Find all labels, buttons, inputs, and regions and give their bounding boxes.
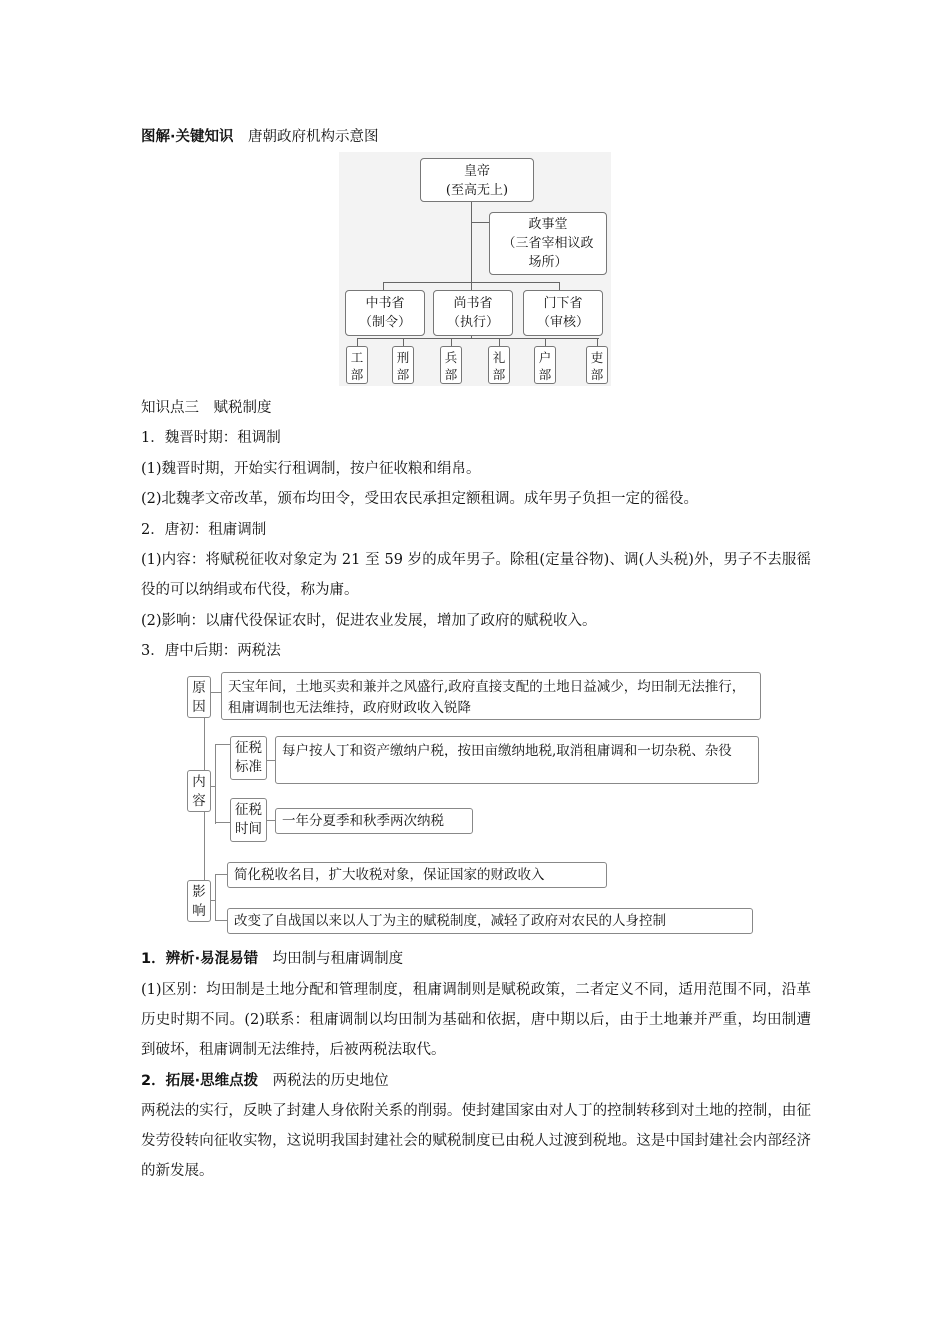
tuozhan-heading-title: 两税法的历史地位 [272, 1073, 389, 1089]
label-time [230, 798, 267, 842]
sheng-note: （制令） [358, 315, 411, 330]
dept-gongbu [346, 346, 368, 384]
figure-heading-title: 唐朝政府机构示意图 [248, 129, 379, 145]
reason-box [221, 672, 761, 720]
kp3-title: 知识点三 赋税制度 [141, 400, 272, 416]
bianxi-heading-title: 均田制与租庸调制度 [272, 951, 404, 967]
sheng-name: 门下省 [543, 296, 583, 311]
dept-xingbu [392, 346, 414, 384]
dept-char: 刑 [396, 350, 410, 365]
label-yuanyin [187, 676, 211, 718]
tax-connector [267, 760, 275, 761]
tax-connector [211, 692, 221, 693]
tax-connector [211, 786, 215, 787]
reason-text: 天宝年间，土地买卖和兼并之风盛行,政府直接支配的土地日益减少，均田制无法推行，租庸调制也无法维持，政府财政收入锐降 [228, 679, 746, 716]
time-text: 一年分夏季和秋季两次纳税 [282, 813, 444, 829]
figure-heading [141, 127, 379, 147]
standard-box [275, 736, 759, 784]
emperor-box [420, 158, 534, 202]
tax-sub-line [215, 874, 216, 920]
dept-char: 部 [538, 367, 552, 382]
label-char: 原 [192, 680, 206, 696]
dept-libu-official [586, 346, 608, 384]
dept-char: 部 [444, 367, 458, 382]
bianxi-text: (1)区别：均田制是土地分配和管理制度，租庸调制则是赋税政策，二者定义不同，适用范围不同，沿革历史时期不同。(2)联系：租庸调制以均田制为基础和依据，唐中期以后，由于土地兼并严重，均田制遭到破坏，租庸调制无法维持，后被两税法取代。 [141, 982, 811, 1058]
emperor-name: 皇帝 [463, 164, 490, 179]
kp3-s2p2: (2)影响：以庸代役保证农时，促进农业发展，增加了政府的赋税收入。 [141, 613, 597, 629]
kp3-s3: 3．唐中后期：两税法 [141, 643, 281, 659]
sheng-note: （审核） [536, 315, 589, 330]
tuozhan-text: 两税法的实行，反映了封建人身依附关系的削弱。使封建国家由对人丁的控制转移到对土地的控制，由征发劳役转向征收实物，这说明我国封建社会的赋税制度已由税人过渡到税地。这是中国封建社会内部经济的新发展。 [141, 1103, 811, 1179]
dept-char: 礼 [492, 350, 506, 365]
org-dept-drop [403, 338, 404, 346]
standard-text: 每户按人丁和资产缴纳户税，按田亩缴纳地税,取消租庸调和一切杂税、杂役 [282, 743, 732, 759]
org-dept-drop [451, 338, 452, 346]
label-char: 因 [192, 699, 206, 715]
bianxi-heading-bold: 1．辨析·易混易错 [141, 951, 259, 967]
org-dept-drop [357, 338, 358, 346]
tax-sub-line [215, 744, 216, 824]
zhengshitang-box [489, 212, 607, 275]
dept-char: 部 [492, 367, 506, 382]
label-char: 影 [192, 884, 206, 900]
tax-connector [211, 900, 215, 901]
figure-heading-bold: 图解·关键知识 [141, 129, 234, 145]
kp3-s1: 1．魏晋时期：租调制 [141, 430, 281, 446]
emperor-note: (至高无上) [445, 183, 509, 198]
org-dept-bar [357, 338, 599, 339]
dept-char: 部 [396, 367, 410, 382]
org-sheng-drop [383, 282, 384, 290]
kp3-s2p1: (1)内容：将赋税征收对象定为 21 至 59 岁的成年男子。除租(定量谷物)、调(人头税)外，男子不去服徭役的可以纳绢或布代役，称为庸。 [141, 552, 811, 598]
tuozhan-block [141, 1096, 811, 1186]
tang-org-chart [339, 152, 611, 386]
time-box [275, 808, 473, 834]
zhengshitang-note1: （三省宰相议政 [502, 236, 594, 251]
liangshuifa-diagram [185, 670, 765, 938]
label-char: 响 [192, 903, 206, 919]
dept-char: 吏 [590, 350, 604, 365]
dept-bingbu [440, 346, 462, 384]
dept-char: 部 [590, 367, 604, 382]
dept-char: 工 [350, 350, 364, 365]
tuozhan-heading-bold: 2．拓展·思维点拨 [141, 1073, 259, 1089]
dept-libu [488, 346, 510, 384]
dept-hubu [534, 346, 556, 384]
label-char: 征税 [235, 802, 262, 818]
shangshusheng-box [433, 290, 513, 336]
org-dept-drop [499, 338, 500, 346]
label-char: 征税 [235, 740, 262, 756]
label-char: 容 [192, 793, 206, 809]
label-char: 时间 [235, 821, 262, 837]
tuozhan-heading [141, 1071, 389, 1091]
dept-char: 户 [538, 350, 552, 365]
effect1-box [227, 862, 607, 888]
org-dept-drop [545, 338, 546, 346]
zhengshitang-note2: 场所） [528, 255, 568, 270]
label-neirong [187, 770, 211, 812]
kp3-s2: 2．唐初：租庸调制 [141, 522, 267, 538]
label-char: 标准 [235, 759, 262, 775]
org-dept-drop [597, 338, 598, 346]
effect2-text: 改变了自战国以来以人丁为主的赋税制度，减轻了政府对农民的人身控制 [234, 913, 666, 929]
kp3-s1p2: (2)北魏孝文帝改革，颁布均田令，受田农民承担定额租调。成年男子负担一定的徭役。 [141, 491, 699, 507]
org-branch-line [471, 222, 489, 223]
zhengshitang-name: 政事堂 [528, 217, 568, 232]
bianxi-block [141, 975, 811, 1065]
kp3-s1p1: (1)魏晋时期，开始实行租调制，按户征收粮和绢帛。 [141, 461, 481, 477]
label-yingxiang [187, 880, 211, 922]
dept-char: 兵 [444, 350, 458, 365]
zhongshusheng-box [345, 290, 425, 336]
sheng-note: （执行） [446, 315, 499, 330]
tax-connector [215, 744, 230, 745]
effect2-box [227, 908, 753, 934]
tax-connector [215, 920, 227, 921]
label-standard [230, 736, 267, 780]
label-char: 内 [192, 774, 206, 790]
org-sheng-bar [383, 282, 559, 283]
tax-connector [215, 874, 227, 875]
bianxi-heading [141, 949, 403, 969]
tax-connector [215, 822, 230, 823]
dept-char: 部 [350, 367, 364, 382]
sheng-name: 中书省 [365, 296, 405, 311]
org-sheng-drop [559, 282, 560, 290]
tax-connector [267, 820, 275, 821]
sheng-name: 尚书省 [453, 296, 493, 311]
effect1-text: 简化税收名目，扩大收税对象，保证国家的财政收入 [234, 867, 545, 883]
menxiasheng-box [523, 290, 603, 336]
kp3-s2p1-block [141, 545, 811, 605]
